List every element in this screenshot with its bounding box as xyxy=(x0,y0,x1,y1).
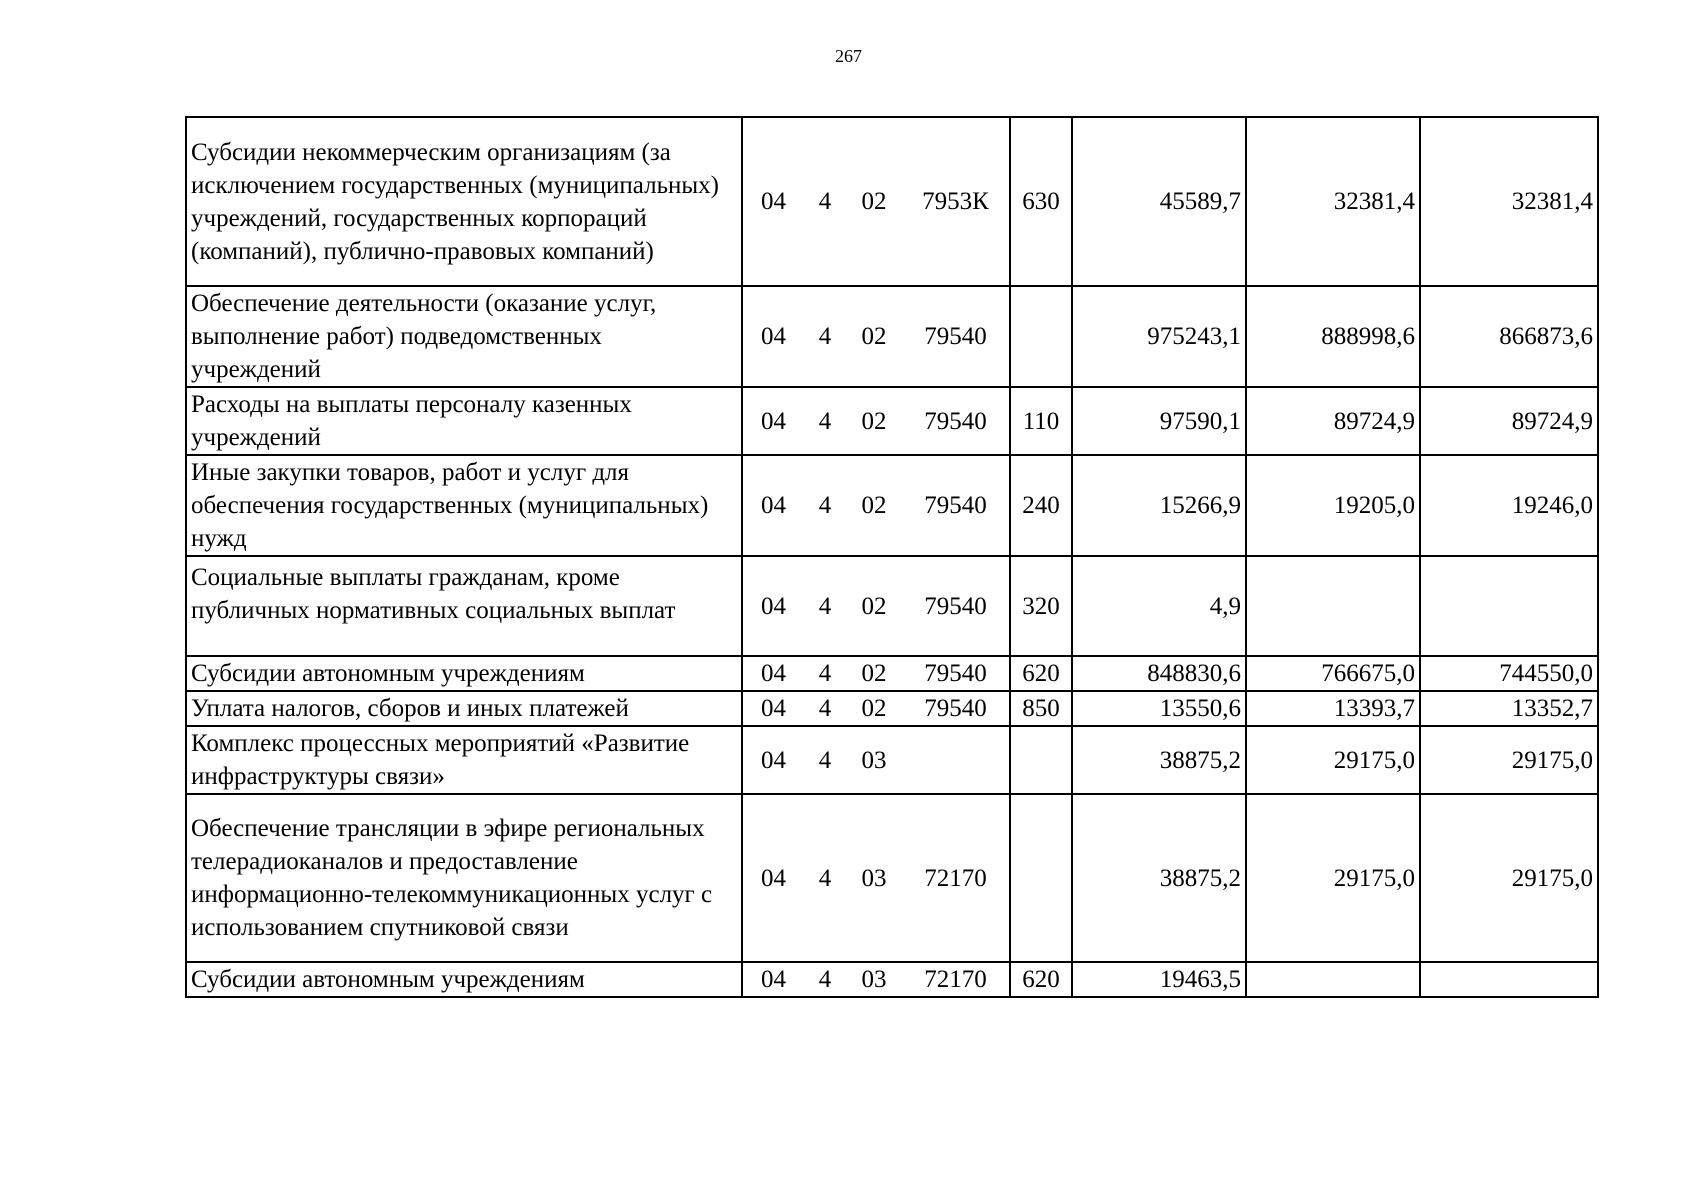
row-sum-2: 13393,7 xyxy=(1246,691,1420,726)
row-sum-1: 38875,2 xyxy=(1072,726,1246,794)
budget-table-body xyxy=(186,117,1598,997)
row-sum-2: 766675,0 xyxy=(1246,656,1420,691)
row-code-direction: 79540 xyxy=(902,656,1010,691)
row-code-section: 04 xyxy=(742,117,804,286)
row-code-program: 4 xyxy=(804,556,846,656)
row-name: Уплата налогов, сборов и иных платежей xyxy=(186,691,742,726)
row-code-direction: 72170 xyxy=(902,962,1010,997)
row-name: Обеспечение трансляции в эфире региональных телерадиоканалов и предоставление информационно-телекоммуникационных услуг с использованием спутниковой связи xyxy=(186,794,742,962)
table-row xyxy=(186,556,1598,656)
row-code-subprogram: 02 xyxy=(846,286,902,387)
row-code-subprogram: 03 xyxy=(846,794,902,962)
table-row xyxy=(186,656,1598,691)
row-name: Социальные выплаты гражданам, кроме публичных нормативных социальных выплат xyxy=(186,556,742,656)
row-sum-2: 29175,0 xyxy=(1246,726,1420,794)
row-code-program: 4 xyxy=(804,117,846,286)
row-sum-3 xyxy=(1420,556,1598,656)
row-expense-type xyxy=(1010,286,1072,387)
row-sum-1: 4,9 xyxy=(1072,556,1246,656)
row-code-subprogram: 03 xyxy=(846,962,902,997)
row-sum-1: 848830,6 xyxy=(1072,656,1246,691)
row-code-subprogram: 02 xyxy=(846,691,902,726)
row-code-subprogram: 02 xyxy=(846,656,902,691)
row-code-program: 4 xyxy=(804,691,846,726)
row-code-section: 04 xyxy=(742,794,804,962)
row-sum-2: 29175,0 xyxy=(1246,794,1420,962)
table-row xyxy=(186,691,1598,726)
row-code-subprogram: 02 xyxy=(846,387,902,455)
row-sum-3: 744550,0 xyxy=(1420,656,1598,691)
row-expense-type xyxy=(1010,794,1072,962)
row-code-direction: 79540 xyxy=(902,455,1010,556)
row-code-program: 4 xyxy=(804,962,846,997)
row-code-direction: 7953К xyxy=(902,117,1010,286)
table-row xyxy=(186,962,1598,997)
row-expense-type: 620 xyxy=(1010,656,1072,691)
table-row xyxy=(186,117,1598,286)
budget-table xyxy=(185,116,1599,998)
table-row xyxy=(186,387,1598,455)
row-code-direction: 79540 xyxy=(902,387,1010,455)
row-sum-2: 888998,6 xyxy=(1246,286,1420,387)
row-code-section: 04 xyxy=(742,455,804,556)
row-code-direction xyxy=(902,726,1010,794)
row-code-section: 04 xyxy=(742,656,804,691)
row-code-section: 04 xyxy=(742,387,804,455)
row-sum-1: 15266,9 xyxy=(1072,455,1246,556)
row-name: Комплекс процессных мероприятий «Развитие инфраструктуры связи» xyxy=(186,726,742,794)
row-code-direction: 79540 xyxy=(902,556,1010,656)
row-sum-1: 38875,2 xyxy=(1072,794,1246,962)
row-code-section: 04 xyxy=(742,962,804,997)
row-sum-3: 19246,0 xyxy=(1420,455,1598,556)
row-sum-1: 13550,6 xyxy=(1072,691,1246,726)
row-sum-3: 89724,9 xyxy=(1420,387,1598,455)
row-expense-type: 620 xyxy=(1010,962,1072,997)
row-sum-3 xyxy=(1420,962,1598,997)
row-name: Обеспечение деятельности (оказание услуг, выполнение работ) подведомственных учреждений xyxy=(186,286,742,387)
row-name: Расходы на выплаты персоналу казенных учреждений xyxy=(186,387,742,455)
row-sum-2 xyxy=(1246,556,1420,656)
table-row xyxy=(186,726,1598,794)
row-code-subprogram: 03 xyxy=(846,726,902,794)
row-name: Субсидии некоммерческим организациям (за исключением государственных (муниципальных) учреждений, государственных корпораций (компаний), публично-правовых компаний) xyxy=(186,117,742,286)
row-expense-type: 240 xyxy=(1010,455,1072,556)
row-code-program: 4 xyxy=(804,286,846,387)
row-code-subprogram: 02 xyxy=(846,556,902,656)
row-sum-3: 29175,0 xyxy=(1420,794,1598,962)
row-name: Субсидии автономным учреждениям xyxy=(186,962,742,997)
row-sum-1: 97590,1 xyxy=(1072,387,1246,455)
row-code-section: 04 xyxy=(742,286,804,387)
row-sum-2 xyxy=(1246,962,1420,997)
row-sum-3: 866873,6 xyxy=(1420,286,1598,387)
row-sum-2: 32381,4 xyxy=(1246,117,1420,286)
table-row xyxy=(186,286,1598,387)
row-sum-3: 32381,4 xyxy=(1420,117,1598,286)
table-row xyxy=(186,794,1598,962)
row-sum-1: 45589,7 xyxy=(1072,117,1246,286)
row-expense-type: 630 xyxy=(1010,117,1072,286)
row-sum-1: 975243,1 xyxy=(1072,286,1246,387)
row-code-direction: 79540 xyxy=(902,691,1010,726)
row-expense-type: 850 xyxy=(1010,691,1072,726)
row-expense-type xyxy=(1010,726,1072,794)
row-expense-type: 320 xyxy=(1010,556,1072,656)
row-name: Иные закупки товаров, работ и услуг для обеспечения государственных (муниципальных) нужд xyxy=(186,455,742,556)
row-code-subprogram: 02 xyxy=(846,455,902,556)
row-code-direction: 79540 xyxy=(902,286,1010,387)
row-sum-3: 13352,7 xyxy=(1420,691,1598,726)
page-number: 267 xyxy=(835,46,862,66)
table-row xyxy=(186,455,1598,556)
row-code-section: 04 xyxy=(742,691,804,726)
row-sum-3: 29175,0 xyxy=(1420,726,1598,794)
row-sum-2: 89724,9 xyxy=(1246,387,1420,455)
row-code-subprogram: 02 xyxy=(846,117,902,286)
row-name: Субсидии автономным учреждениям xyxy=(186,656,742,691)
row-sum-1: 19463,5 xyxy=(1072,962,1246,997)
row-code-section: 04 xyxy=(742,556,804,656)
row-code-program: 4 xyxy=(804,726,846,794)
row-code-program: 4 xyxy=(804,656,846,691)
row-expense-type: 110 xyxy=(1010,387,1072,455)
row-sum-2: 19205,0 xyxy=(1246,455,1420,556)
row-code-section: 04 xyxy=(742,726,804,794)
row-code-program: 4 xyxy=(804,455,846,556)
row-code-direction: 72170 xyxy=(902,794,1010,962)
row-code-program: 4 xyxy=(804,387,846,455)
row-code-program: 4 xyxy=(804,794,846,962)
